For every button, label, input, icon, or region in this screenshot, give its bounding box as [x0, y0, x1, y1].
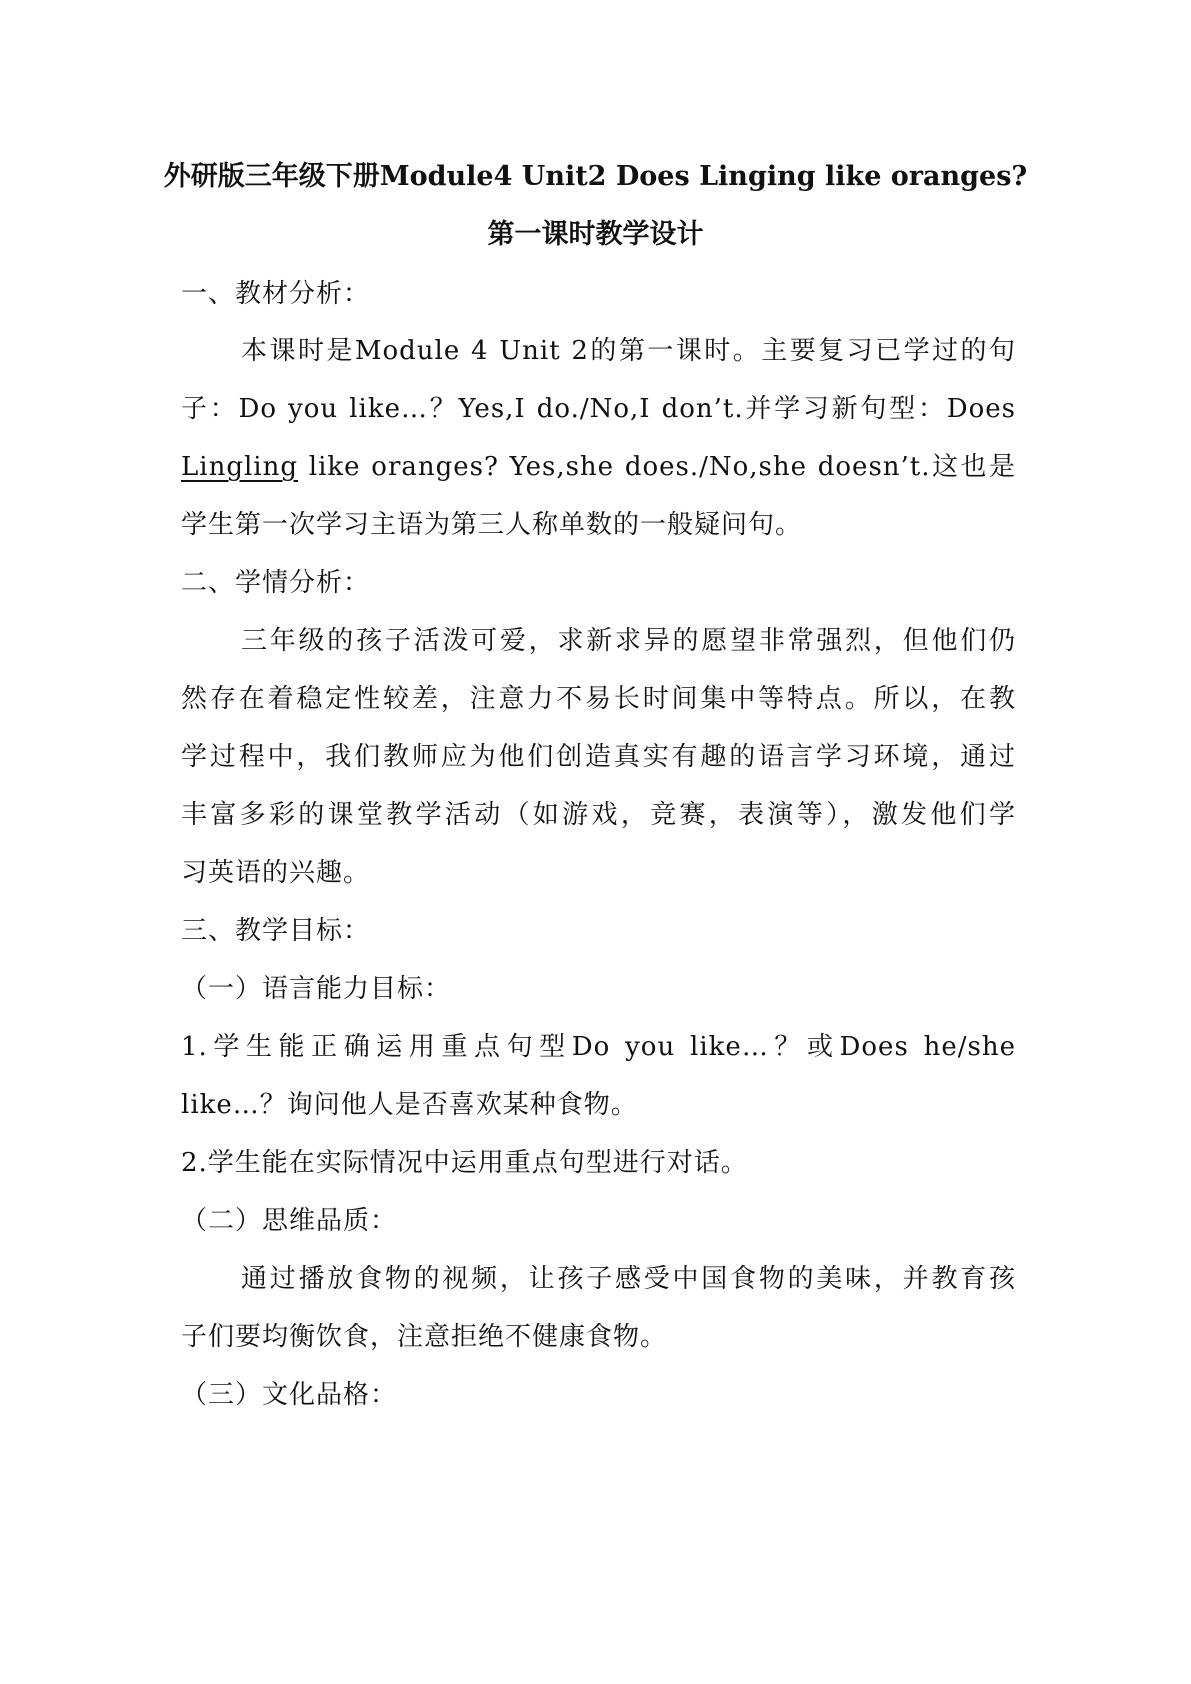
- document-title: 外研版三年级下册Module4 Unit2 Does Linging like oranges?: [163, 161, 1028, 192]
- list-item-line: 1.学生能正确运用重点句型Do you like…？或Does he/she: [181, 1032, 1016, 1062]
- paragraph-text: like oranges? Yes,she does./No,she doesn’t.这也是: [298, 452, 1016, 482]
- list-item-line: like…？询问他人是否喜欢某种食物。: [181, 1090, 638, 1120]
- underlined-word: Lingling: [181, 452, 298, 482]
- paragraph-line: 子：Do you like…？Yes,I do./No,I don’t.并学习新句型：Does: [181, 394, 1016, 424]
- paragraph-line: 丰富多彩的课堂教学活动（如游戏，竞赛，表演等），激发他们学: [181, 800, 1016, 830]
- list-item: 2.学生能在实际情况中运用重点句型进行对话。: [181, 1148, 748, 1178]
- paragraph-line: 三年级的孩子活泼可爱，求新求异的愿望非常强烈，但他们仍: [241, 626, 1016, 656]
- subheading-thinking: （二）思维品质：: [181, 1206, 398, 1236]
- paragraph-line: 本课时是Module 4 Unit 2的第一课时。主要复习已学过的句: [241, 336, 1016, 366]
- paragraph-line: [181, 447, 1016, 487]
- section-heading-objectives: 三、教学目标：: [181, 916, 371, 946]
- subheading-culture: （三）文化品格：: [181, 1380, 398, 1410]
- paragraph-line: 然存在着稳定性较差，注意力不易长时间集中等特点。所以，在教: [181, 684, 1016, 714]
- subheading-language: （一）语言能力目标：: [181, 974, 452, 1004]
- paragraph-line: 学过程中，我们教师应为他们创造真实有趣的语言学习环境，通过: [181, 742, 1016, 772]
- paragraph-line: 子们要均衡饮食，注意拒绝不健康食物。: [181, 1322, 668, 1352]
- section-heading-students: 二、学情分析：: [181, 568, 371, 598]
- paragraph-line: 习英语的兴趣。: [181, 858, 371, 888]
- paragraph-line: 学生第一次学习主语为第三人称单数的一般疑问句。: [181, 510, 803, 540]
- paragraph-line: 通过播放食物的视频，让孩子感受中国食物的美味，并教育孩: [241, 1264, 1016, 1294]
- section-heading-materials: 一、教材分析：: [181, 279, 371, 309]
- document-subtitle: 第一课时教学设计: [487, 219, 704, 250]
